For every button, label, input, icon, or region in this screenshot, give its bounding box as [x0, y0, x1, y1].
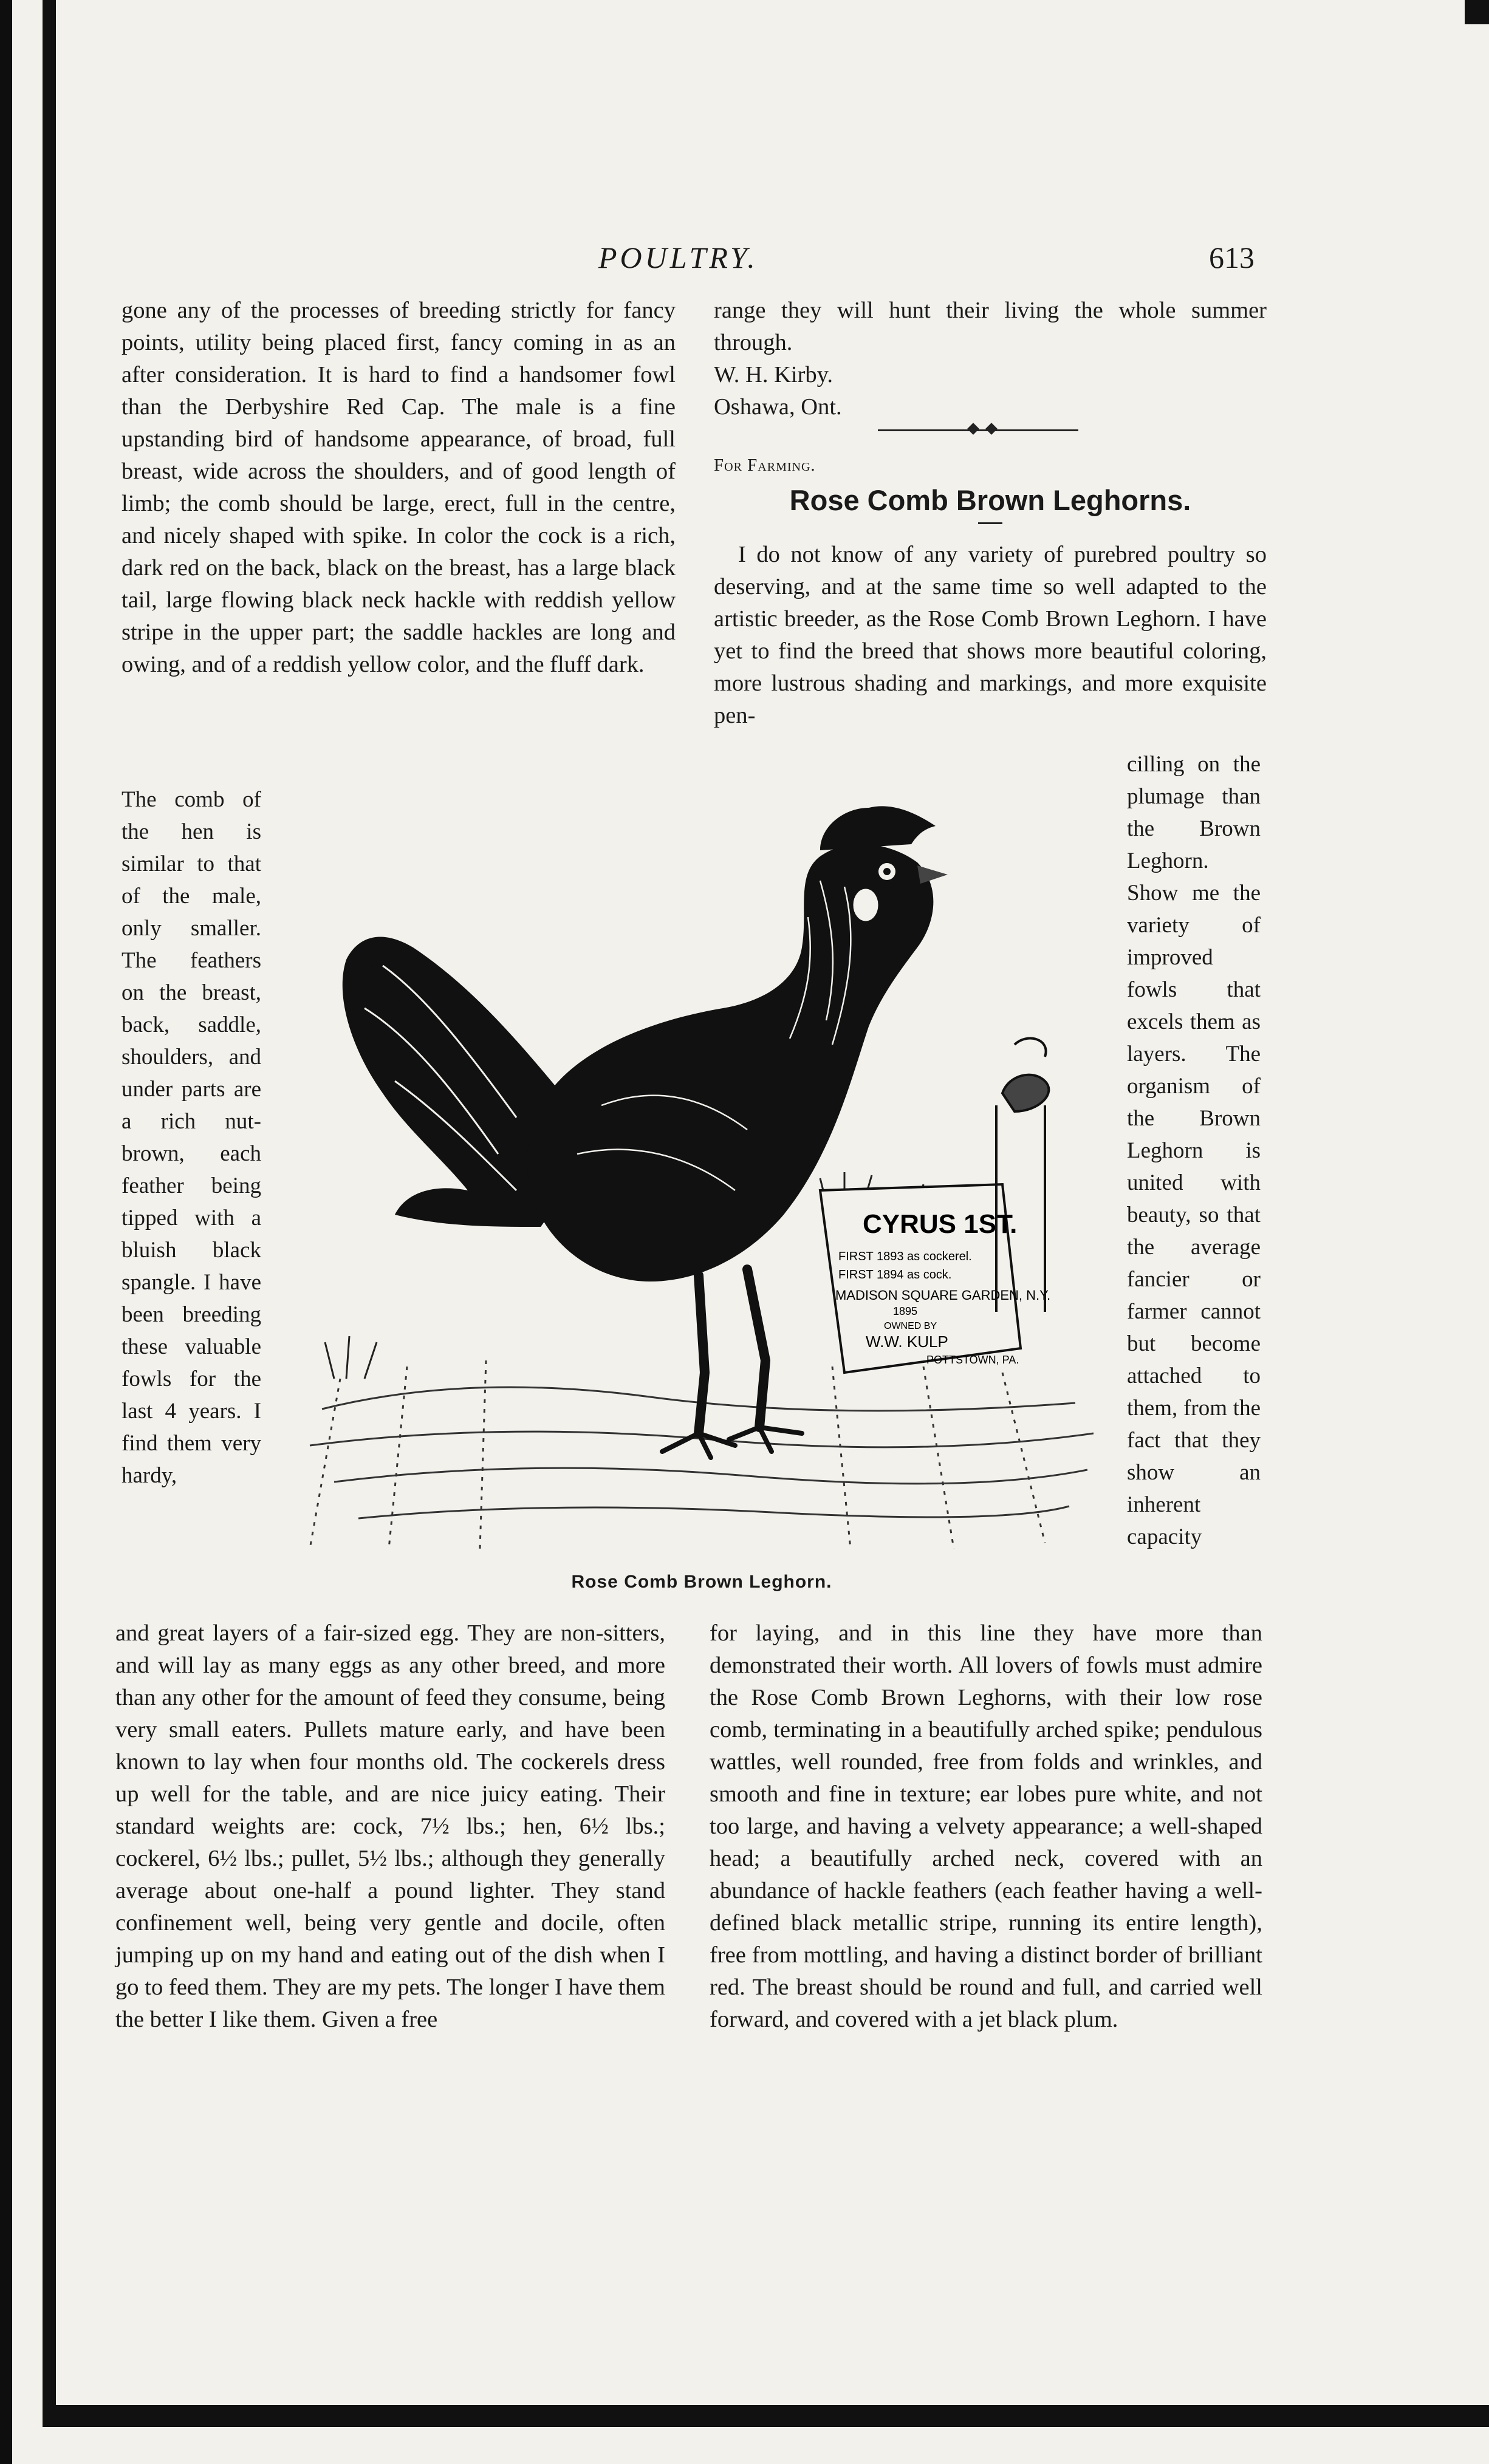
placard-line: FIRST 1894 as cock. [838, 1268, 952, 1281]
page-number: 613 [1209, 241, 1255, 275]
running-head: POULTRY. [598, 241, 758, 275]
placard-line: W.W. KULP [866, 1333, 948, 1351]
left-column-bottom [115, 1617, 665, 2036]
right-column-top [714, 295, 1267, 732]
paragraph: and great layers of a fair-sized egg. They are non-sitters, and will lay as many eggs as any other breed, and more than any other for the amount of feed they consume, being very small eaters. Pullets mature early, and have been known to lay when four months old. The cockerels dress up well for the table, and are nice juicy eating. Their standard weights are: cock, 7½ lbs.; hen, 6½ lbs.; cockerel, 6½ lbs.; pullet, 5½ lbs.; although they generally average about one-half a pound lighter. They stand confinement well, being very gentle and docile, often jumping up on my hand and eating out of the dish when I go to feed them. They are my pets. The longer I have them the better I like them. Given a free [115, 1620, 665, 2032]
ear-lobe [852, 888, 879, 922]
paragraph: range they will hunt their living the whole summer through. [714, 298, 1267, 355]
placard-line: MADISON SQUARE GARDEN, N.Y. [835, 1288, 1051, 1303]
signature: W. H. Kirby. [714, 362, 833, 387]
bottom-border-bar [43, 2405, 1489, 2427]
placard-line: POTTSTOWN, PA. [926, 1354, 1019, 1366]
left-border-bar [0, 0, 12, 2464]
article-kicker: For Farming. [714, 456, 816, 475]
beak [917, 865, 948, 884]
left-narrow-column [122, 783, 261, 1492]
left-column-top [122, 295, 676, 681]
article-title: Rose Comb Brown Leghorns. [789, 484, 1191, 516]
rose-comb [820, 806, 936, 850]
right-narrow-column [1127, 748, 1261, 1553]
paragraph: for laying, and in this line they have more than demonstrated their worth. All lovers of fowls must admire the Rose Comb Brown Leghorns, with their low rose comb, terminating in a beautifully arched spike; pendulous wattles, well rounded, free from folds and wrinkles, and smooth and fine in texture; ear lobes pure white, and not too large, and having a velvety appearance; a well-shaped head; a beautifully arched neck, covered with an abundance of hackle feathers (each feather having a well-defined black metallic stripe, running its entire length), free from mottling, and having a distinct border of brilliant red. The breast should be round and full, and carried well forward, and covered with a jet black plum. [710, 1620, 1262, 2032]
title-dash [978, 522, 1002, 524]
paragraph: I do not know of any variety of purebred poultry so deserving, and at the same time so well adapted to the artistic breeder, as the Rose Comb Brown Leghorn. I have yet to find the breed that shows more beautiful coloring, more lustrous shading and markings, and more exquisite pen- [714, 542, 1267, 728]
left-binding-rule [43, 0, 56, 2423]
rooster-illustration [286, 765, 1118, 1573]
place-line: Oshawa, Ont. [714, 394, 842, 420]
placard-line: 1895 [893, 1305, 918, 1317]
ornament-divider [878, 429, 1078, 431]
show-placard [820, 1184, 1050, 1373]
illustration-caption: Rose Comb Brown Leghorn. [571, 1572, 832, 1592]
paragraph: cilling on the plumage than the Brown Leghorn. Show me the variety of improved fowls that excels them as layers. The organism of the Brown Leghorn is united with beauty, so that the average fancier or farmer cannot but become attached to them, from the fact that they show an inherent capacity [1127, 752, 1261, 1549]
paragraph: The comb of the hen is similar to that of the male, only smaller. The feathers on the breast, back, saddle, shoulders, and under parts are a rich nut-brown, each feather being tipped with a bluish black spangle. I have been breeding these valuable fowls for the last 4 years. I find them very hardy, [122, 787, 261, 1488]
placard-title: CYRUS 1ST. [863, 1209, 1018, 1239]
placard-line: OWNED BY [884, 1321, 937, 1331]
placard-line: FIRST 1893 as cockerel. [838, 1250, 972, 1263]
corner-mark [1465, 0, 1489, 24]
right-column-bottom [710, 1617, 1262, 2036]
paragraph: gone any of the processes of breeding strictly for fancy points, utility being placed first, fancy coming in as an after consideration. It is hard to find a handsomer fowl than the Derbyshire Red Cap. The male is a fine upstanding bird of handsome appearance, of broad, full breast, wide across the shoulders, and of good length of limb; the comb should be large, erect, full in the centre, and nicely shaped with spike. In color the cock is a rich, dark red on the back, black on the breast, has a large black tail, large flowing black neck hackle with reddish yellow stripe in the upper part; the saddle hackles are long and owing, and of a reddish yellow color, and the fluff dark. [122, 298, 676, 677]
legs [699, 1269, 765, 1433]
